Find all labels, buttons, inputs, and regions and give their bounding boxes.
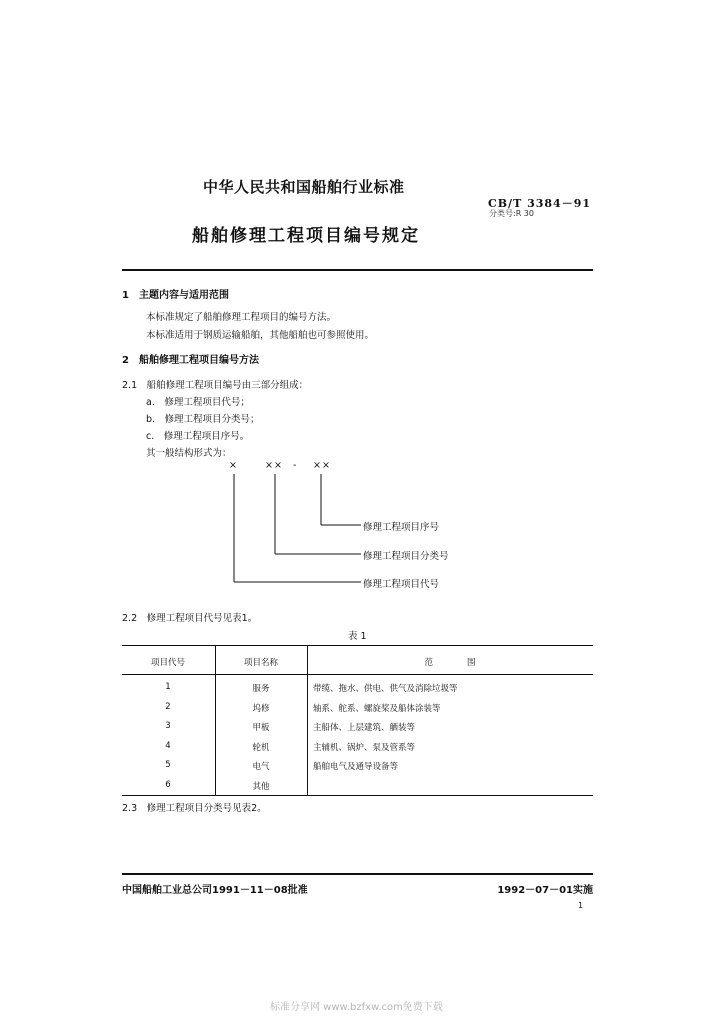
table-top-rule [122, 645, 593, 646]
classification-number: 分类号:R 30 [489, 209, 534, 218]
table-header-code: 项目代号 [150, 658, 186, 668]
structure-form-intro: 其一般结构形式为： [146, 448, 232, 459]
header-divider [122, 269, 593, 271]
section-1-paragraph-2: 本标准适用于钢质运输船舶，其他船舶也可参照使用。 [146, 330, 375, 341]
table-column-divider-1 [215, 645, 216, 795]
label-sequence-number: 修理工程项目序号 [363, 522, 440, 533]
page-number: 1 [578, 901, 584, 910]
table-bottom-rule [122, 795, 593, 796]
standard-code: CB/T 3384－91 [488, 197, 592, 210]
section-2-heading: 2 船舶修理工程项目编号方法 [122, 355, 259, 366]
implementation-date: 1992－07－01实施 [497, 885, 593, 896]
row-name: 轮机 [252, 743, 270, 753]
label-project-code: 修理工程项目代号 [363, 579, 440, 590]
label-class-number: 修理工程项目分类号 [363, 551, 449, 562]
section-1-paragraph-1: 本标准规定了船舶修理工程项目的编号方法。 [146, 312, 337, 323]
row-scope: 带缆、拖水、供电、供气及消除垃圾等 [313, 684, 458, 694]
list-item-a: a. 修理工程项目代号； [146, 397, 250, 408]
connector-lines [225, 458, 365, 593]
document-title: 船舶修理工程项目编号规定 [192, 226, 420, 246]
numbering-structure-diagram [225, 458, 485, 593]
pattern-project-code: × [229, 460, 237, 471]
row-name: 电气 [252, 762, 270, 772]
site-watermark: 标准分享网 www.bzfxw.com免费下载 [270, 1002, 443, 1013]
pattern-sequence-number: ×× [313, 460, 331, 471]
row-name: 甲板 [252, 723, 270, 733]
table-column-divider-2 [307, 645, 308, 795]
row-code: 2 [165, 702, 171, 712]
row-name: 其他 [252, 782, 270, 792]
list-item-c: c. 修理工程项目序号。 [146, 431, 250, 442]
table-header-scope: 范 围 [424, 658, 476, 668]
row-scope: 轴系、舵系、螺旋桨及船体涂装等 [313, 704, 441, 714]
approval-statement: 中国船舶工业总公司1991－11－08批准 [122, 885, 308, 896]
section-2-2-text: 2.2 修理工程项目代号见表1。 [122, 613, 258, 624]
table-1-caption: 表 1 [348, 631, 367, 642]
industry-standard-title: 中华人民共和国船舶行业标准 [203, 178, 405, 196]
row-name: 服务 [252, 684, 270, 694]
row-code: 1 [165, 682, 171, 692]
pattern-class-number: ×× [265, 460, 283, 471]
section-1-heading: 1 主题内容与适用范围 [122, 290, 229, 301]
section-2-1-intro: 2.1 船舶修理工程项目编号由三部分组成： [122, 380, 309, 391]
row-scope: 主船体、上层建筑、舾装等 [313, 723, 416, 733]
row-scope: 主辅机、锅炉、泵及管系等 [313, 743, 416, 753]
section-2-3-text: 2.3 修理工程项目分类号见表2。 [122, 803, 267, 814]
table-header-name: 项目名称 [243, 658, 279, 668]
row-scope: 船舶电气及通导设备等 [313, 762, 399, 772]
row-code: 5 [165, 760, 171, 770]
footer-divider [122, 873, 593, 875]
pattern-dash: - [293, 460, 297, 471]
table-header-rule [122, 674, 593, 675]
row-code: 4 [165, 741, 171, 751]
list-item-b: b. 修理工程项目分类号； [146, 414, 260, 425]
row-code: 6 [165, 780, 171, 790]
row-code: 3 [165, 721, 171, 731]
row-name: 坞修 [252, 704, 270, 714]
